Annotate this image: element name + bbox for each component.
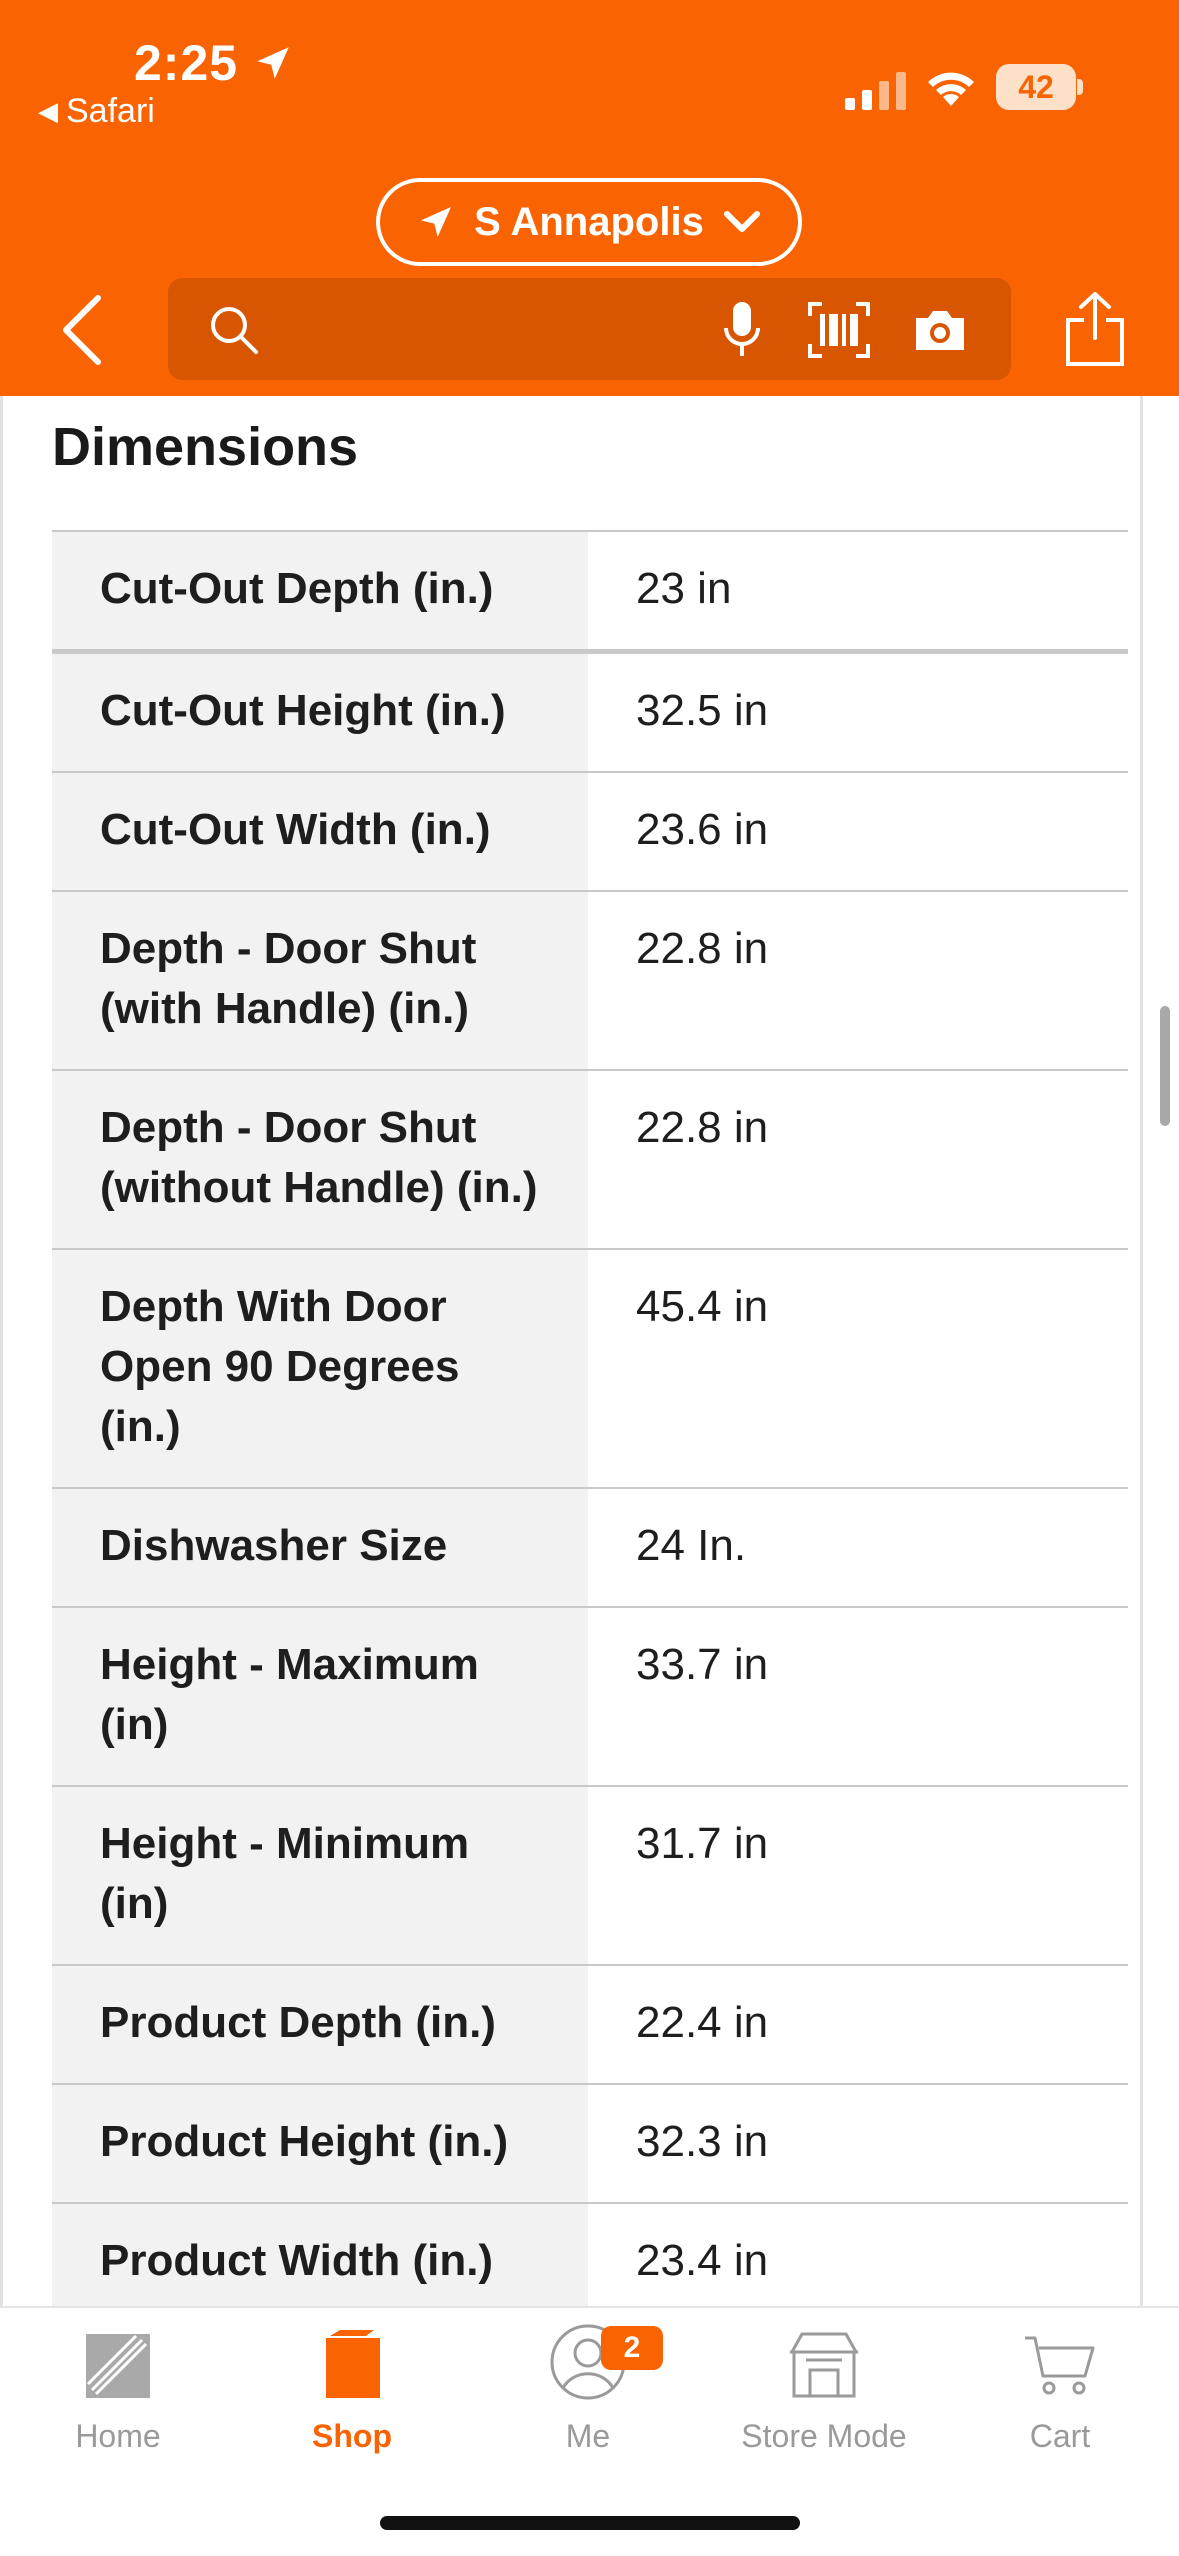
scroll-indicator[interactable]	[1160, 1006, 1170, 1126]
home-indicator[interactable]	[380, 2516, 800, 2530]
spec-label: Dishwasher Size	[52, 1489, 588, 1606]
spec-value: 23.4 in	[636, 2236, 769, 2285]
store-selector-button[interactable]	[376, 178, 802, 266]
spec-label: Product Depth (in.)	[52, 1966, 588, 2083]
spec-value: 31.7 in	[636, 1819, 769, 1868]
table-row	[52, 2204, 1128, 2308]
spec-value: 24 In.	[636, 1521, 747, 1570]
tab-shop-label: Shop	[312, 2418, 392, 2454]
tab-me-label: Me	[565, 2418, 611, 2454]
section-title: Dimensions	[52, 417, 359, 477]
tab-store-mode-label: Store Mode	[741, 2418, 907, 2454]
spec-label: Product Width (in.)	[52, 2204, 588, 2308]
table-row	[52, 1608, 1128, 1787]
share-icon[interactable]	[1064, 290, 1126, 368]
cart-icon	[1023, 2332, 1097, 2398]
spec-value: 32.5 in	[636, 686, 769, 735]
location-arrow-icon	[416, 202, 456, 242]
table-row	[52, 773, 1128, 892]
spec-value: 22.8 in	[636, 924, 769, 973]
tab-cart-label: Cart	[1029, 2418, 1091, 2454]
notification-badge: 2	[601, 2326, 663, 2370]
table-row	[52, 1250, 1128, 1489]
spec-label: Depth - Door Shut (without Handle) (in.)	[52, 1071, 588, 1248]
spec-label: Cut-Out Depth (in.)	[52, 532, 588, 649]
spec-label: Product Height (in.)	[52, 2085, 588, 2202]
spec-value: 33.7 in	[636, 1640, 769, 1689]
back-chevron-icon[interactable]	[56, 292, 106, 368]
app-header	[0, 0, 1179, 396]
table-row	[52, 1071, 1128, 1250]
table-row	[52, 654, 1128, 773]
location-arrow-icon	[252, 42, 294, 84]
tab-shop[interactable]	[252, 2308, 452, 2508]
cellular-signal-icon	[845, 70, 907, 110]
spec-label: Height - Minimum (in)	[52, 1787, 588, 1964]
table-row	[52, 1489, 1128, 1608]
microphone-icon[interactable]	[722, 300, 762, 360]
back-app-label: Safari	[66, 92, 155, 130]
home-depot-logo-icon	[82, 2330, 154, 2402]
status-time: 2:25	[134, 35, 239, 91]
camera-icon[interactable]	[912, 306, 968, 354]
spec-value: 23.6 in	[636, 805, 769, 854]
battery-nub	[1077, 79, 1083, 95]
spec-value: 22.4 in	[636, 1998, 769, 2047]
tab-home[interactable]	[18, 2308, 218, 2508]
spec-value: 45.4 in	[636, 1282, 769, 1331]
tab-store-mode[interactable]	[724, 2308, 924, 2508]
paint-bucket-icon	[320, 2328, 384, 2402]
spec-label: Depth - Door Shut (with Handle) (in.)	[52, 892, 588, 1069]
spec-value: 22.8 in	[636, 1103, 769, 1152]
spec-label: Depth With Door Open 90 Degrees (in.)	[52, 1250, 588, 1487]
wifi-icon	[925, 66, 977, 108]
back-to-safari-link[interactable]	[38, 92, 155, 131]
storefront-icon	[784, 2330, 864, 2400]
spec-value: 23 in	[636, 564, 732, 613]
spec-label: Cut-Out Height (in.)	[52, 654, 588, 771]
spec-value: 32.3 in	[636, 2117, 769, 2166]
table-row	[52, 892, 1128, 1071]
card-border-right	[1140, 396, 1143, 2308]
dimensions-table	[52, 530, 1128, 2308]
chevron-down-icon	[722, 208, 762, 236]
spec-label: Height - Maximum (in)	[52, 1608, 588, 1785]
back-triangle-icon: ◀	[38, 96, 58, 126]
tab-me[interactable]	[488, 2308, 688, 2508]
tab-cart[interactable]	[960, 2308, 1160, 2508]
card-border-left	[0, 396, 3, 2308]
search-bar[interactable]	[168, 278, 1011, 380]
table-row	[52, 2085, 1128, 2204]
tab-home-label: Home	[75, 2418, 161, 2454]
battery-indicator: 42	[996, 64, 1076, 110]
barcode-scan-icon[interactable]	[808, 302, 870, 358]
table-row	[52, 532, 1128, 654]
table-row	[52, 1966, 1128, 2085]
product-specs-content[interactable]	[0, 396, 1179, 2308]
spec-label: Cut-Out Width (in.)	[52, 773, 588, 890]
search-icon	[206, 302, 262, 358]
store-name: S Annapolis	[474, 199, 704, 244]
table-row	[52, 1787, 1128, 1966]
